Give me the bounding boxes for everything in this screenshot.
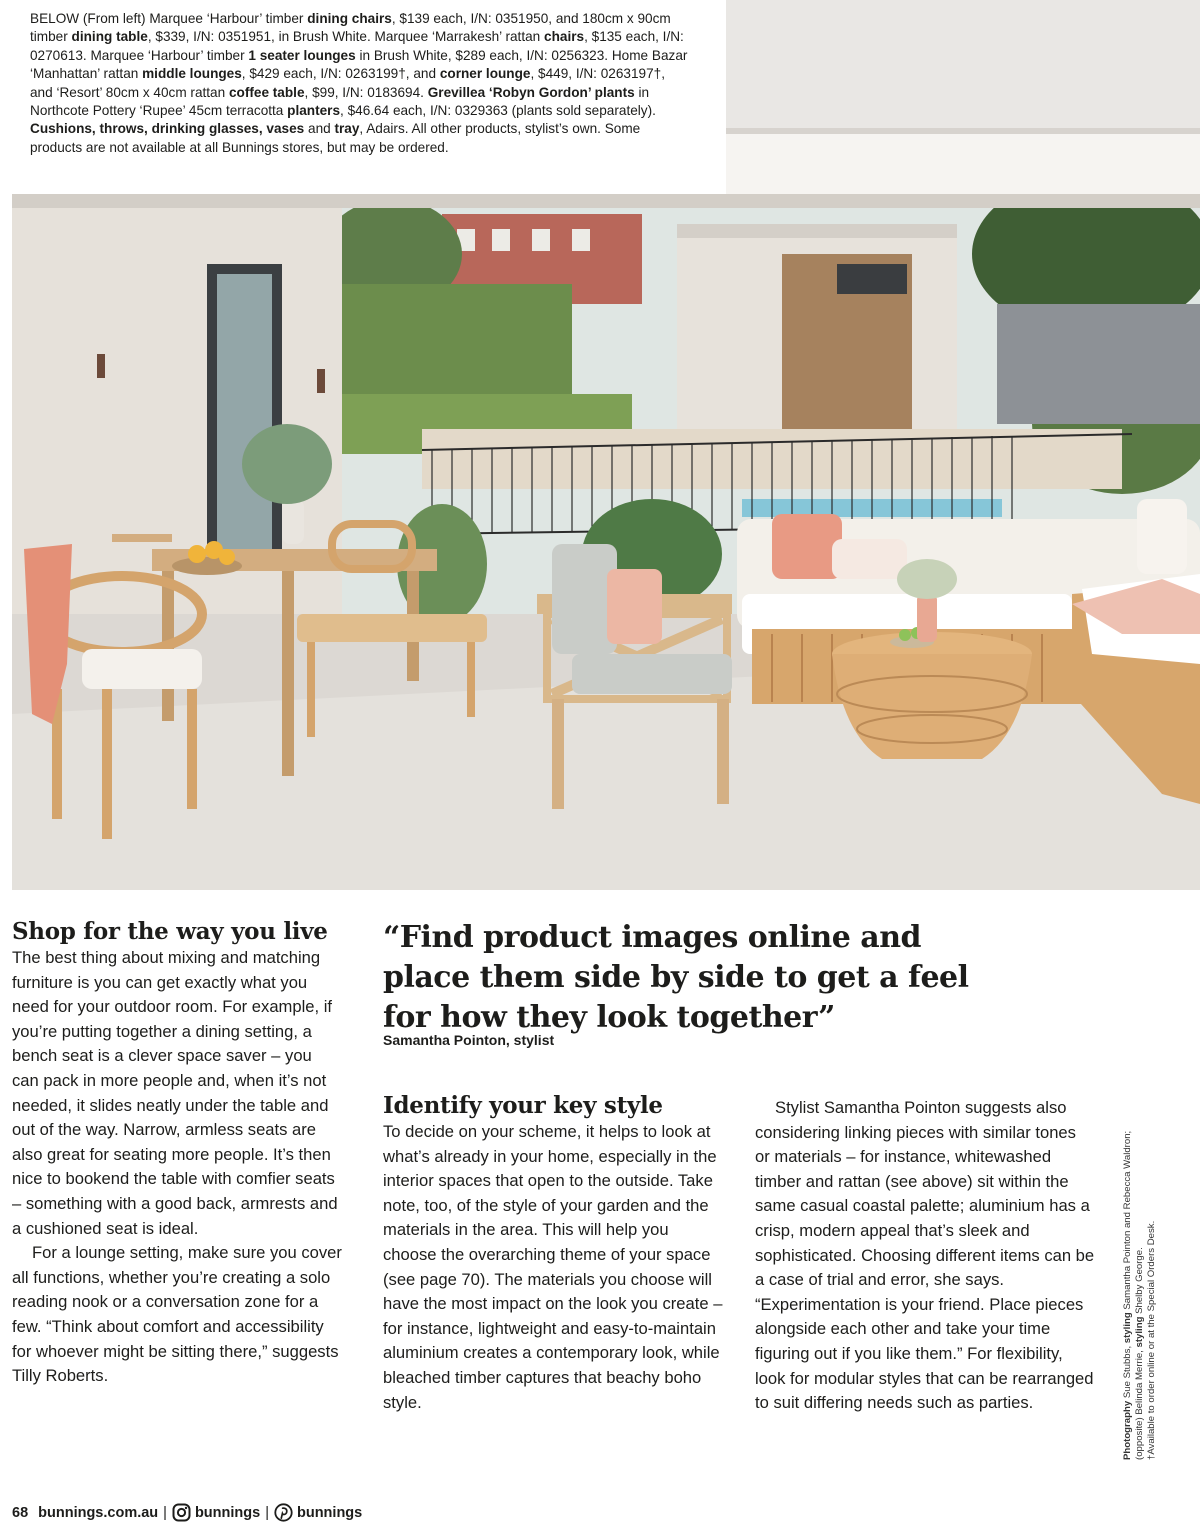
caption-bold: coffee table	[228, 84, 305, 100]
credit-text: Samantha Pointon and Rebecca Waldron; (opposite) Belinda Merrie,	[1122, 1130, 1145, 1460]
caption-text: , $99, I/N: 0183694.	[304, 84, 428, 100]
caption-text: , Adairs. All other products, stylist’s own. Some products are not available at all Bunnings stores, but may be ordered.	[30, 121, 641, 155]
caption-text: BELOW (From left) Marquee ‘Harbour’ timber	[30, 11, 308, 26]
page-number: 68	[12, 1504, 29, 1521]
section-heading-style: Identify your key style	[383, 1092, 663, 1119]
page-footer	[12, 1503, 362, 1522]
caption-bold: 1 seater lounges	[248, 47, 356, 63]
caption-bold: planters	[287, 103, 341, 119]
pull-quote-attribution: Samantha Pointon, stylist	[383, 1032, 555, 1048]
body-paragraph: The best thing about mixing and matching furniture is you can get exactly what you need for your outdoor room. For example, if you’re putting together a dining setting, a bench seat is a clever space saver – you can pack in more people and, when it’s not needed, it slides neatly under the table and out of the way. Narrow, armless seats are also great for seating more people. It’s then nice to bookend the table with comfier seats – something with a good back, armrests and a cushioned seat is ideal.	[12, 948, 338, 1238]
photo-caption	[30, 10, 690, 157]
availability-note: †Available to order online or at the Special Orders Desk.	[1146, 1220, 1157, 1460]
caption-bold: middle lounges	[142, 66, 242, 82]
caption-text: and	[304, 121, 335, 137]
credit-label: styling	[1134, 1316, 1145, 1348]
column-left	[12, 918, 342, 1389]
caption-text: , $139 each, I/N: 0351950, and 180cm x 90cm timber	[30, 11, 671, 45]
pinterest-icon	[274, 1503, 293, 1522]
caption-text: in Brush White, $289 each, I/N: 0256323. Home Bazar ‘Manhattan’ rattan	[30, 47, 688, 82]
footer-separator: |	[265, 1504, 269, 1521]
caption-text: , $135 each, I/N: 0270613. Marquee ‘Harbour’ timber	[30, 29, 684, 63]
footer-separator: |	[163, 1504, 167, 1521]
caption-text: , $449, I/N: 0263197†, and ‘Resort’ 80cm x 40cm rattan	[30, 66, 665, 100]
caption-bold: corner lounge	[439, 66, 531, 82]
instagram-icon	[172, 1503, 191, 1522]
caption-text: , $429 each, I/N: 0263199†, and	[241, 66, 440, 82]
caption-bold: Cushions, throws, drinking glasses, vases	[30, 121, 305, 137]
body-paragraph: For a lounge setting, make sure you cover all functions, whether you’re creating a solo reading nook or a conversation zone for a few. “Think about comfort and accessibility for whoever might be sitting there,” suggests Tilly Roberts.	[12, 1243, 342, 1386]
caption-bold: Grevillea ‘Robyn Gordon’ plants	[427, 84, 635, 100]
credit-label: Photography	[1122, 1400, 1133, 1460]
caption-text: , $339, I/N: 0351951, in Brush White. Marquee ‘Marrakesh’ rattan	[147, 29, 545, 45]
section-heading-shop: Shop for the way you live	[12, 918, 328, 945]
caption-bold: dining table	[71, 29, 148, 45]
credit-text: Sue Stubbs,	[1122, 1343, 1133, 1401]
caption-text: in Northcote Pottery ‘Rupee’ 45cm terracotta	[30, 84, 650, 119]
body-paragraph: Stylist Samantha Pointon suggests also considering linking pieces with similar tones or materials – for instance, whitewashed timber and rattan (see above) sit within the same casual coastal palette; aluminium has a crisp, modern appeal that’s sleek and sophisticated. Choosing different items can be a case of trial and error, she says. “Experimentation is your friend. Place pieces alongside each other and take your time figuring out if you like them.” For flexibility, look for modular styles that can be rearranged to suit differing needs such as parties.	[755, 1098, 1095, 1413]
caption-bold: tray	[334, 121, 360, 137]
instagram-handle[interactable]: bunnings	[194, 1504, 261, 1521]
credit-text: Shelby George.	[1134, 1247, 1145, 1317]
outdoor-living-photo	[12, 194, 1200, 890]
credit-label: styling	[1122, 1312, 1133, 1344]
body-paragraph: To decide on your scheme, it helps to look at what’s already in your home, especially in the interior spaces that open to the outside. Take note, too, of the style of your garden and the materials in the area. This will help you choose the overarching theme of your space (see page 70). The materials you choose will have the most impact on the look you create – for instance, lightweight and easy-to-maintain aluminium creates a contemporary look, while bleached timber captures that beachy boho style.	[383, 1122, 723, 1412]
pergola-ceiling-photo	[726, 0, 1200, 196]
website-link[interactable]: bunnings.com.au	[38, 1504, 159, 1521]
pinterest-handle[interactable]: bunnings	[296, 1504, 363, 1521]
photo-credits	[1122, 1100, 1158, 1460]
column-right	[755, 1096, 1095, 1416]
column-middle	[383, 1092, 723, 1415]
caption-bold: chairs	[544, 29, 585, 45]
caption-bold: dining chairs	[307, 11, 392, 26]
pull-quote: “Find product images online and place them side by side to get a feel for how they look together”	[383, 920, 969, 1035]
caption-text: , $46.64 each, I/N: 0329363 (plants sold separately).	[340, 103, 656, 119]
